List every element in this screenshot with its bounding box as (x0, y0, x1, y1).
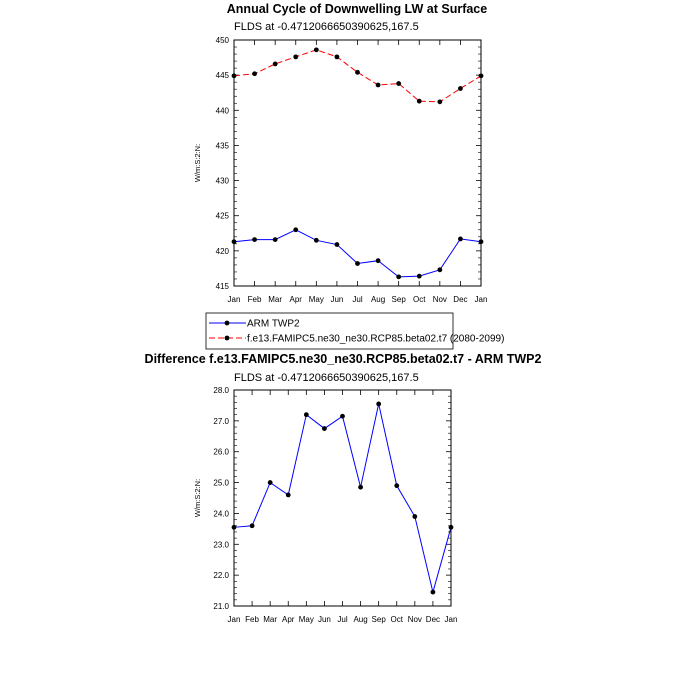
x-tick-label: Apr (289, 295, 302, 304)
y-tick-label: 25.0 (213, 478, 229, 488)
x-tick-label: Feb (247, 295, 262, 304)
data-point (232, 73, 237, 78)
legend-label: f.e13.FAMIPC5.ne30_ne30.RCP85.beta02.t7 (2080-2099) (247, 333, 505, 345)
data-point (396, 274, 401, 279)
y-axis-label: W/m:S:2:N: (193, 478, 202, 518)
legend-label: ARM TWP2 (247, 318, 300, 330)
y-tick-label: 27.0 (213, 416, 229, 426)
data-point (250, 523, 255, 528)
y-tick-label: 23.0 (213, 540, 229, 550)
x-tick-label: Sep (391, 295, 406, 304)
series-line (234, 230, 481, 277)
data-point (437, 99, 442, 104)
data-point (252, 237, 257, 242)
x-tick-label: Jun (317, 615, 331, 624)
data-point (252, 71, 257, 76)
data-point (458, 86, 463, 91)
data-point (293, 54, 298, 59)
chart2-title: Difference f.e13.FAMIPC5.ne30_ne30.RCP85.beta02.t7 - ARM TWP2 (144, 352, 542, 366)
data-point (273, 61, 278, 66)
data-point (449, 525, 454, 530)
data-point (412, 514, 417, 519)
y-tick-label: 420 (215, 246, 229, 256)
y-tick-label: 26.0 (213, 447, 229, 457)
y-tick-label: 24.0 (213, 509, 229, 519)
x-tick-label: Dec (425, 615, 441, 624)
data-point (417, 274, 422, 279)
x-tick-label: Jan (474, 295, 488, 304)
series-line (234, 404, 451, 592)
chart1-legend (206, 313, 504, 349)
data-point (268, 480, 273, 485)
x-tick-label: Oct (390, 615, 403, 624)
y-tick-label: 425 (215, 211, 229, 221)
y-tick-label: 415 (215, 282, 229, 291)
y-axis-label: W/m:S:2:N: (193, 143, 202, 183)
x-tick-label: Mar (268, 295, 283, 304)
data-point (273, 237, 278, 242)
x-tick-label: Jul (352, 295, 363, 304)
data-point (293, 227, 298, 232)
data-point (340, 414, 345, 419)
data-point (335, 54, 340, 59)
data-point (376, 83, 381, 88)
x-tick-label: Nov (407, 615, 422, 624)
y-tick-label: 435 (215, 141, 229, 151)
y-tick-label: 440 (215, 106, 229, 116)
y-tick-label: 450 (215, 36, 229, 45)
x-tick-label: Jan (227, 295, 241, 304)
x-tick-label: Mar (263, 615, 278, 624)
data-point (394, 483, 399, 488)
data-point (304, 412, 309, 417)
y-tick-label: 445 (215, 71, 229, 81)
x-tick-label: Jan (444, 615, 458, 624)
y-tick-label: 28.0 (213, 386, 229, 395)
legend-marker (225, 336, 230, 341)
data-point (314, 238, 319, 243)
x-tick-label: Sep (371, 615, 386, 624)
data-point (437, 267, 442, 272)
series-line (234, 50, 481, 102)
data-point (286, 493, 291, 498)
data-point (396, 81, 401, 86)
chart1-title: Annual Cycle of Downwelling LW at Surface (226, 2, 488, 16)
x-tick-label: May (298, 615, 314, 624)
data-point (431, 590, 436, 595)
x-tick-label: Jul (337, 615, 348, 624)
data-point (479, 239, 484, 244)
data-point (232, 239, 237, 244)
x-tick-label: Oct (413, 295, 426, 304)
data-point (335, 242, 340, 247)
chart1-subtitle: FLDS at -0.4712066650390625,167.5 (234, 21, 419, 33)
x-tick-label: Jun (330, 295, 344, 304)
y-tick-label: 21.0 (213, 602, 229, 611)
data-point (232, 525, 237, 530)
data-point (458, 237, 463, 242)
data-point (376, 401, 381, 406)
x-tick-label: Aug (353, 615, 368, 624)
x-tick-label: Feb (245, 615, 259, 624)
x-tick-label: May (308, 295, 324, 304)
plot-frame (234, 40, 481, 286)
data-point (376, 258, 381, 263)
x-tick-label: Nov (432, 295, 447, 304)
x-tick-label: Dec (453, 295, 468, 304)
x-tick-label: Aug (370, 295, 386, 304)
data-point (479, 73, 484, 78)
y-tick-label: 430 (215, 176, 229, 186)
x-tick-label: Jan (227, 615, 241, 624)
data-point (314, 47, 319, 52)
legend-marker (225, 321, 230, 326)
data-point (417, 99, 422, 104)
plot-frame (234, 390, 451, 606)
x-tick-label: Apr (282, 615, 295, 624)
chart2-plot (193, 386, 457, 624)
chart1-plot (193, 36, 487, 304)
y-tick-label: 22.0 (213, 571, 229, 581)
data-point (355, 261, 360, 266)
data-point (355, 70, 360, 75)
chart2-subtitle: FLDS at -0.4712066650390625,167.5 (234, 372, 419, 384)
data-point (358, 485, 363, 490)
data-point (322, 426, 327, 431)
